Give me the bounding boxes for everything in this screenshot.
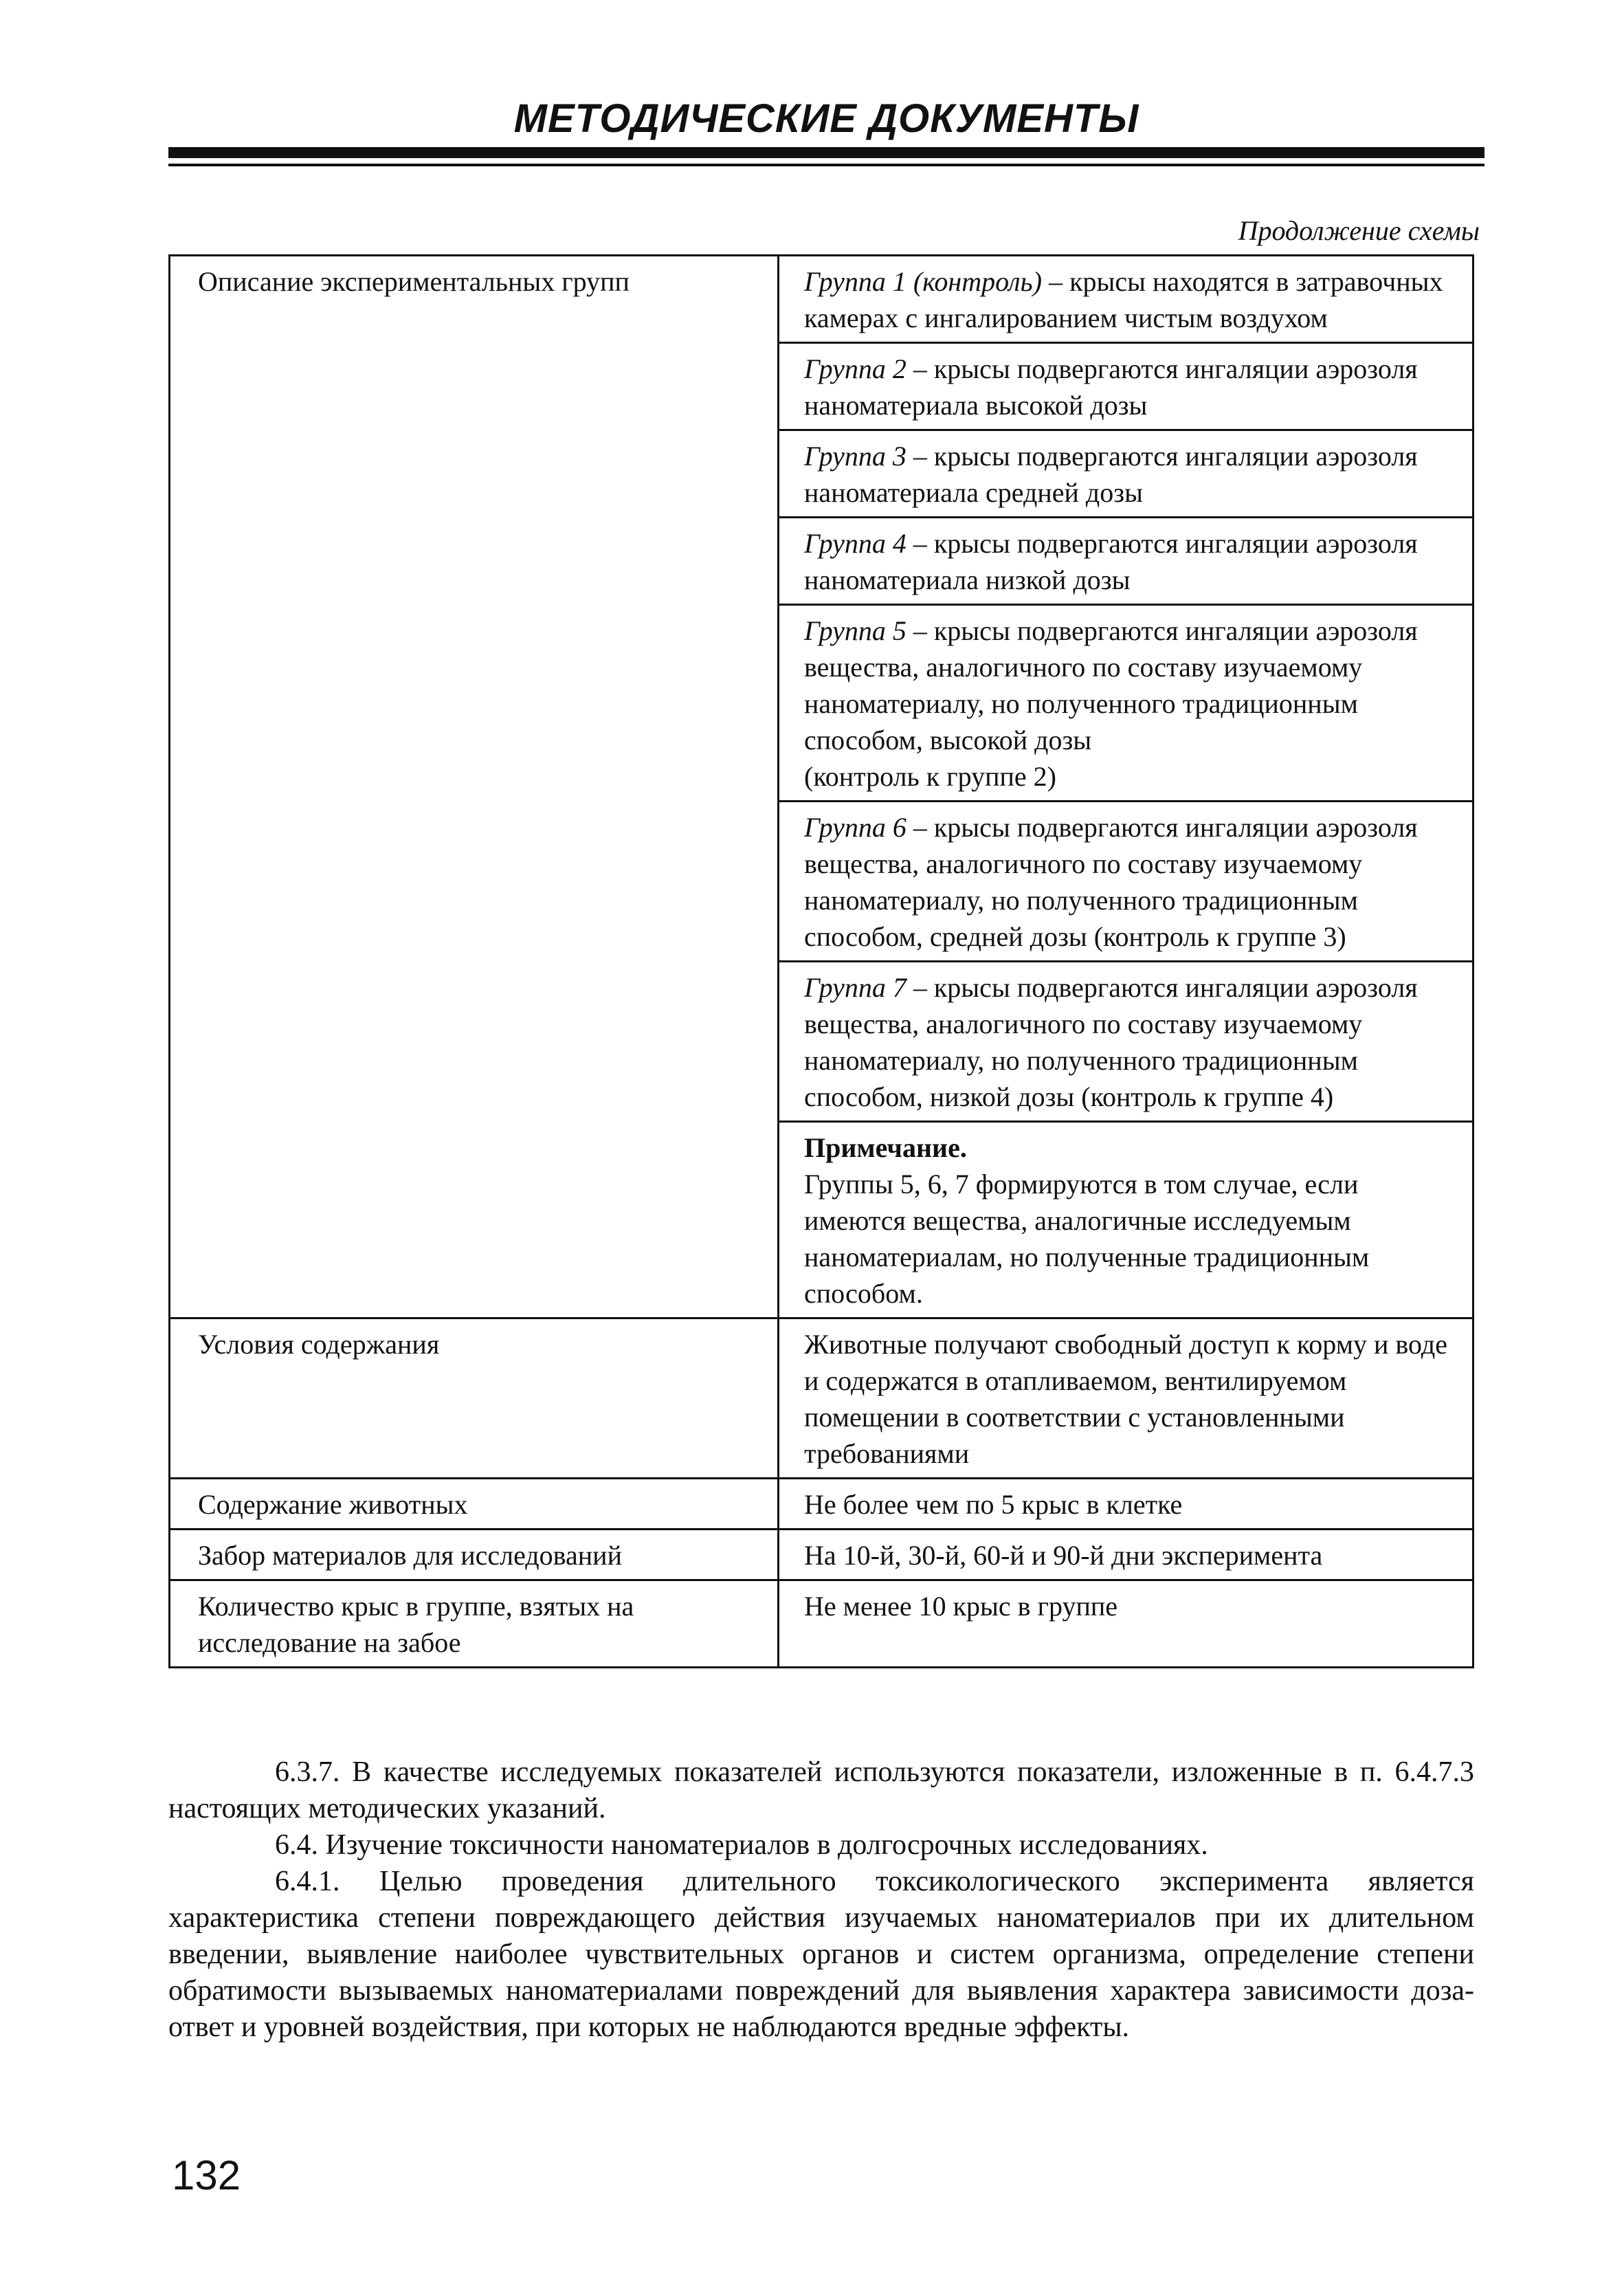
row-value: Не более чем по 5 крыс в клетке xyxy=(779,1479,1473,1530)
group-text: – крысы подвергаются ингаляции аэрозоля вещества, аналогичного по составу изучаемому наноматериалу, но полученного традиционным способом, низкой дозы (контроль к группе 4) xyxy=(804,972,1418,1112)
group-cell-6 xyxy=(779,802,1473,962)
group-cell-1 xyxy=(779,256,1473,343)
header-rule-thick xyxy=(168,147,1484,158)
table-row xyxy=(170,1580,1473,1668)
group-cell-3 xyxy=(779,430,1473,518)
group-text: – крысы подвергаются ингаляции аэрозоля наноматериала средней дозы xyxy=(804,441,1418,508)
note-text: Группы 5, 6, 7 формируются в том случае, если имеются вещества, аналогичные исследуемым наноматериалам, но полученные традиционным способом. xyxy=(804,1169,1370,1309)
paragraph: 6.4. Изучение токсичности наноматериалов в долгосрочных исследованиях. xyxy=(275,1829,1208,1861)
group-extra: (контроль к группе 2) xyxy=(804,761,1056,792)
body-text xyxy=(168,1754,1474,2046)
group-cell-7 xyxy=(779,962,1473,1122)
note-cell xyxy=(779,1122,1473,1318)
paragraph: 6.3.7. В качестве исследуемых показателей используются показатели, изложенные в п. 6.4.7.3 настоящих методических указаний. xyxy=(168,1756,1474,1824)
group-text: – крысы находятся в затравочных камерах с ингалированием чистым воздухом xyxy=(804,266,1443,333)
table-row xyxy=(170,1318,1473,1479)
table-row xyxy=(170,1479,1473,1530)
table-row xyxy=(170,1530,1473,1580)
row-label: Забор материалов для исследований xyxy=(170,1530,779,1580)
group-title: Группа 1 (контроль) xyxy=(804,266,1043,297)
group-cell-4 xyxy=(779,518,1473,605)
group-title: Группа 3 xyxy=(804,441,906,472)
row-label: Содержание животных xyxy=(170,1479,779,1530)
group-cell-2 xyxy=(779,343,1473,430)
header-rule-thin xyxy=(168,164,1484,166)
page-header xyxy=(168,95,1484,143)
paragraph: 6.4.1. Целью проведения длительного токсикологического эксперимента является характеристика степени повреждающего действия изучаемых наноматериалов при их длительном введении, выявление наиболее чувствительных органов и систем организма, определение степени обратимости вызываемых наноматериалами повреждений для выявления характера зависимости доза-ответ и уровней воздействия, при которых не наблюдаются вредные эффекты. xyxy=(168,1866,1474,2043)
group-text: – крысы подвергаются ингаляции аэрозоля вещества, аналогичного по составу изучаемому наноматериалу, но полученного традиционным способом, высокой дозы xyxy=(804,615,1418,755)
continuation-label: Продолжение схемы xyxy=(1238,215,1480,246)
group-text: – крысы подвергаются ингаляции аэрозоля наноматериала высокой дозы xyxy=(804,353,1418,421)
group-text: – крысы подвергаются ингаляции аэрозоля вещества, аналогичного по составу изучаемому наноматериалу, но полученного традиционным способом, средней дозы (контроль к группе 3) xyxy=(804,812,1418,952)
group-title: Группа 2 xyxy=(804,353,906,384)
row-value: Животные получают свободный доступ к корму и воде и содержатся в отапливаемом, вентилируемом помещении в соответствии с установленными требованиями xyxy=(779,1318,1473,1479)
group-cell-5 xyxy=(779,605,1473,802)
group-title: Группа 5 xyxy=(804,615,906,646)
row-value: Не менее 10 крыс в группе xyxy=(779,1580,1473,1668)
group-text: – крысы подвергаются ингаляции аэрозоля наноматериала низкой дозы xyxy=(804,528,1418,595)
header-title: МЕТОДИЧЕСКИЕ ДОКУМЕНТЫ xyxy=(513,96,1139,141)
note-head: Примечание. xyxy=(804,1132,967,1163)
page-number: 132 xyxy=(172,2152,241,2198)
scheme-table xyxy=(168,254,1474,1668)
row-value: На 10-й, 30-й, 60-й и 90-й дни эксперимента xyxy=(779,1530,1473,1580)
group-title: Группа 6 xyxy=(804,812,906,843)
row-label: Количество крыс в группе, взятых на исследование на забое xyxy=(170,1580,779,1668)
group-title: Группа 4 xyxy=(804,528,906,559)
groups-label-cell: Описание экспериментальных групп xyxy=(170,256,779,1318)
row-label: Условия содержания xyxy=(170,1318,779,1479)
group-title: Группа 7 xyxy=(804,972,906,1003)
table-row xyxy=(170,256,1473,343)
